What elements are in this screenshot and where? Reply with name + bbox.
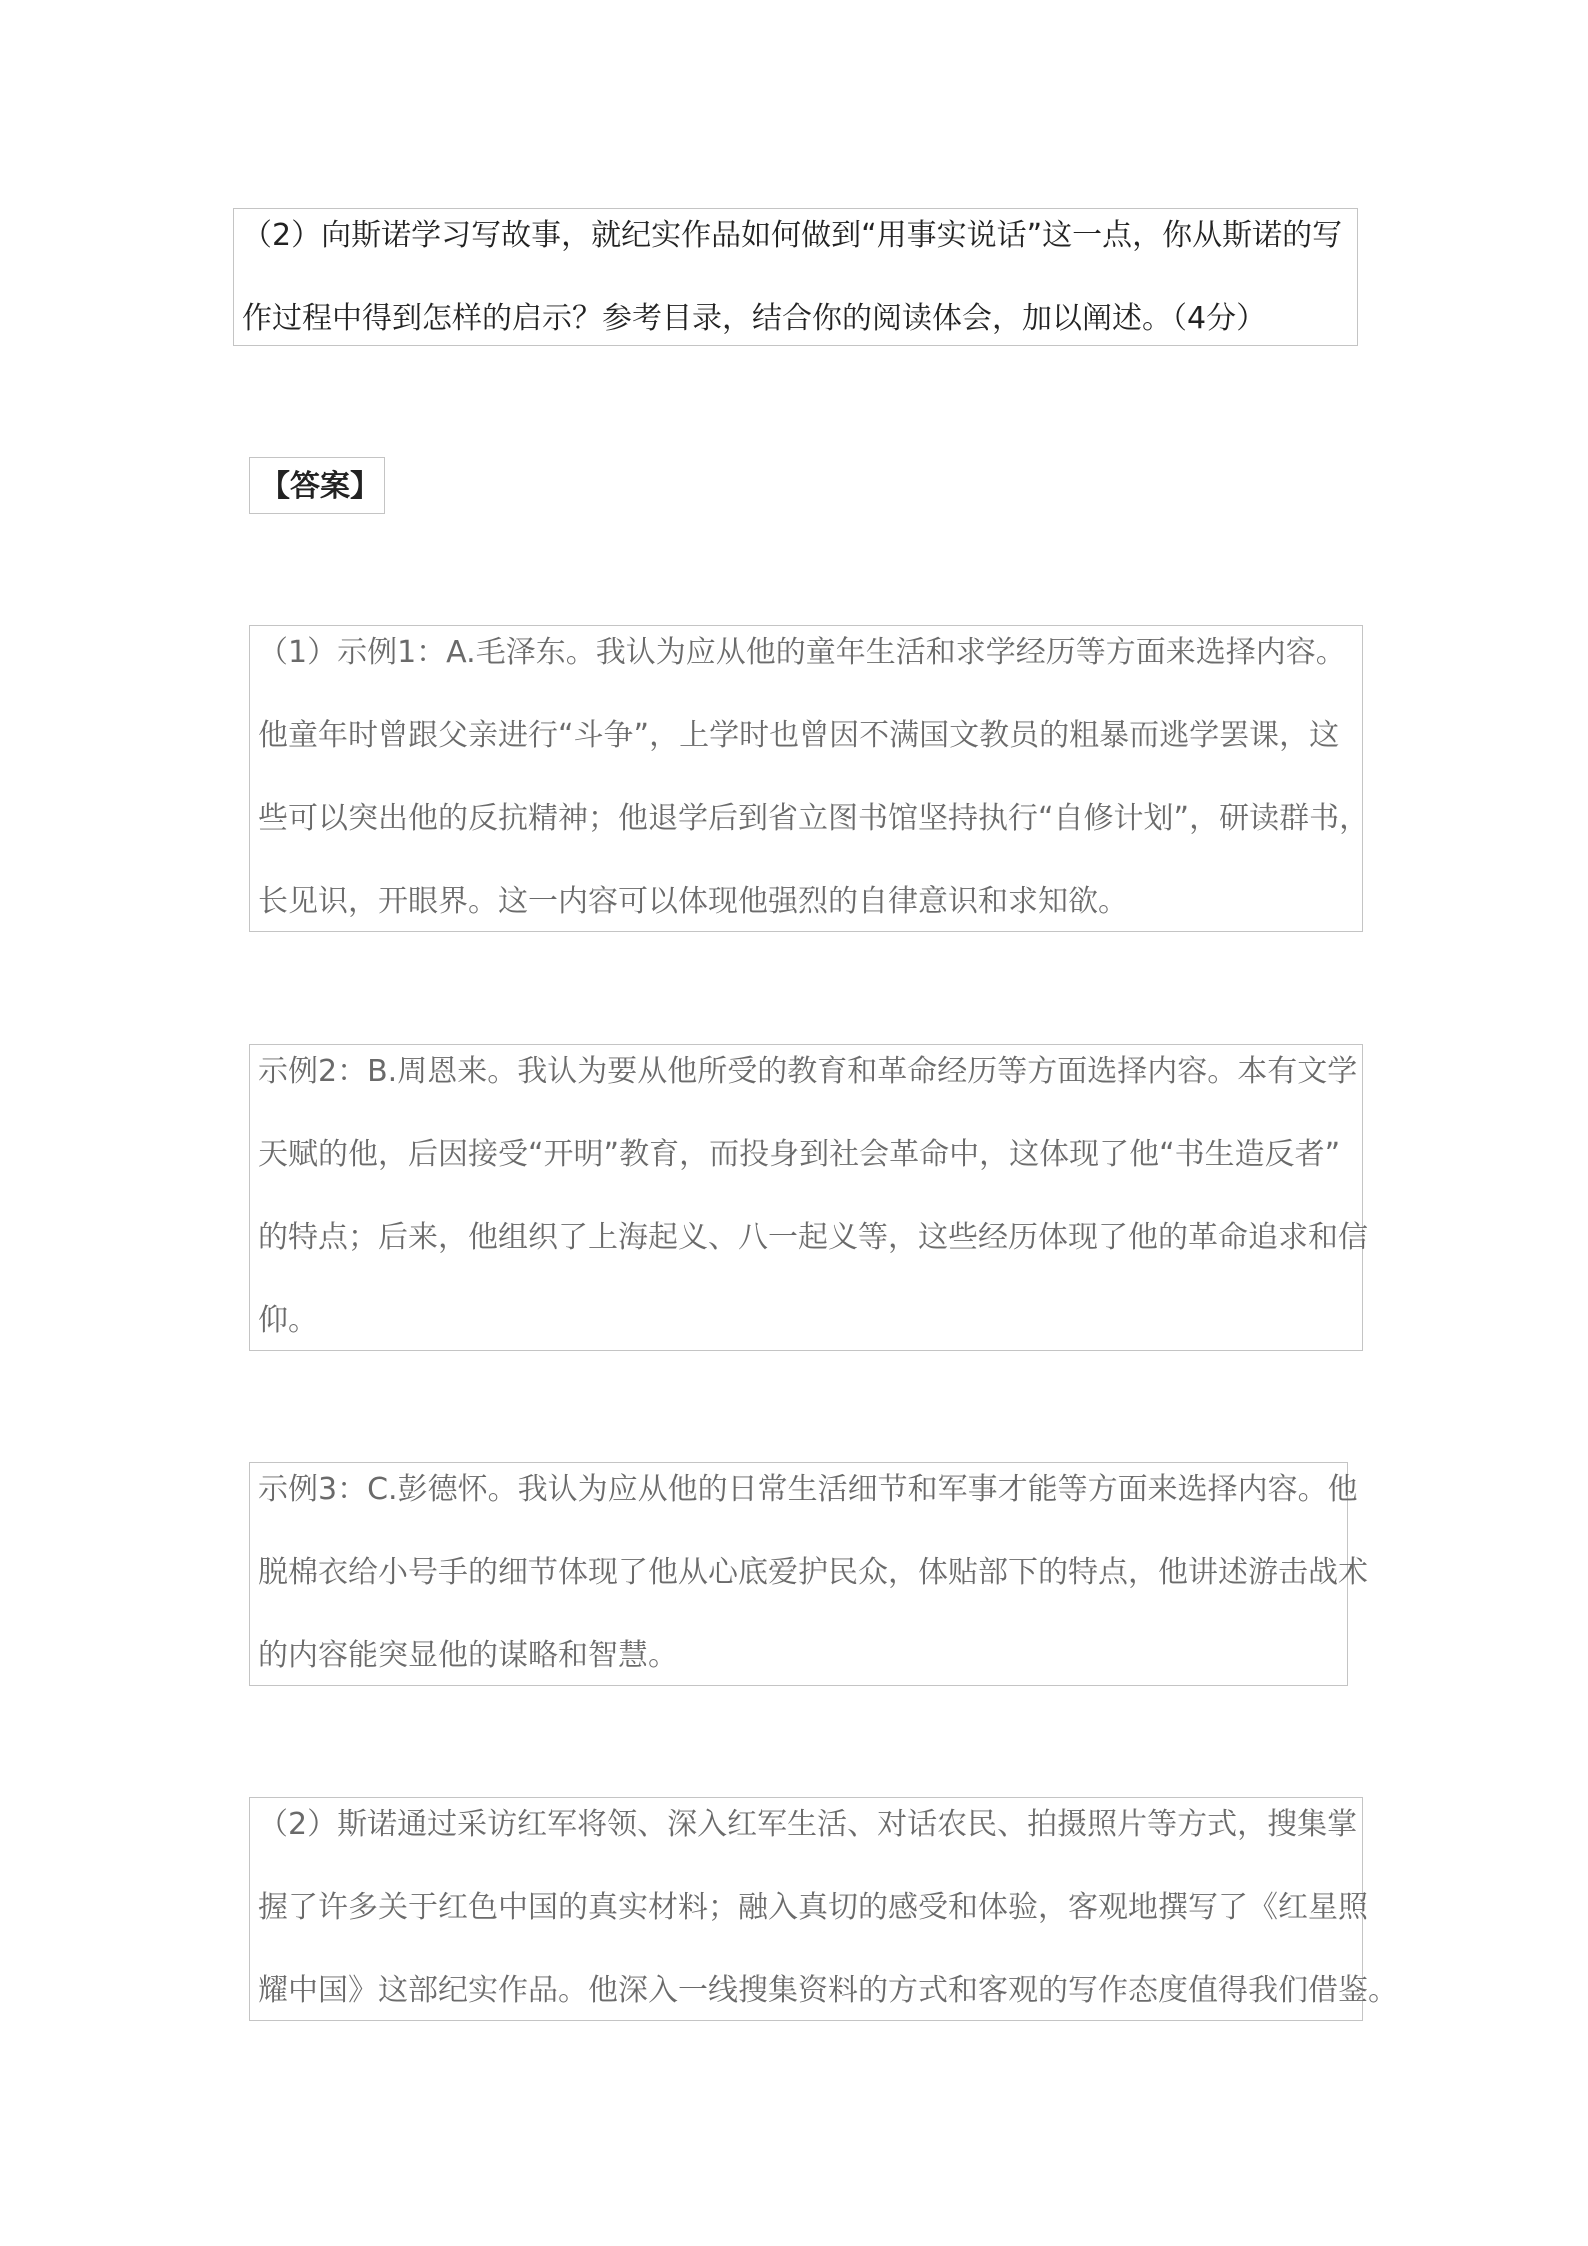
answer-4-line-1: （2）斯诺通过采访红军将领、深入红军生活、对话农民、拍摄照片等方式，搜集掌: [258, 1807, 1358, 1842]
answer-4-line-3: 耀中国》这部纪实作品。他深入一线搜集资料的方式和客观的写作态度值得我们借鉴。: [258, 1973, 1398, 2008]
answer-label: 【答案】: [260, 469, 380, 504]
answer-example-3: [249, 1462, 1368, 1686]
answer-3-line-3: 的内容能突显他的谋略和智慧。: [258, 1638, 678, 1673]
answer-2-line-3: 的特点；后来，他组织了上海起义、八一起义等，这些经历体现了他的革命追求和信: [258, 1220, 1368, 1255]
question-line-1: （2）向斯诺学习写故事，就纪实作品如何做到“用事实说话”这一点，你从斯诺的写: [242, 218, 1343, 253]
answer-2-line-2: 天赋的他，后因接受“开明”教育，而投身到社会革命中，这体现了他“书生造反者”: [258, 1137, 1341, 1172]
question-box: [233, 208, 1358, 346]
answer-example-1: [249, 625, 1370, 932]
answer-example-2: [249, 1044, 1368, 1351]
answer-part-2: [249, 1797, 1398, 2021]
answer-3-line-2: 脱棉衣给小号手的细节体现了他从心底爱护民众，体贴部下的特点，他讲述游击战术: [258, 1555, 1368, 1590]
answer-label-box: [249, 457, 385, 514]
answer-1-line-2: 他童年时曾跟父亲进行“斗争”，上学时也曾因不满国文教员的粗暴而逃学罢课，这: [258, 718, 1340, 753]
answer-1-line-4: 长见识，开眼界。这一内容可以体现他强烈的自律意识和求知欲。: [258, 884, 1128, 919]
question-line-2: 作过程中得到怎样的启示？参考目录，结合你的阅读体会，加以阐述。（4分）: [242, 301, 1267, 336]
answer-3-line-1: 示例3：C.彭德怀。我认为应从他的日常生活细节和军事才能等方面来选择内容。他: [258, 1472, 1358, 1507]
answer-2-line-4: 仰。: [258, 1303, 318, 1338]
answer-2-line-1: 示例2：B.周恩来。我认为要从他所受的教育和革命经历等方面选择内容。本有文学: [258, 1054, 1358, 1089]
answer-1-line-3: 些可以突出他的反抗精神；他退学后到省立图书馆坚持执行“自修计划”，研读群书，: [258, 801, 1370, 836]
answer-4-line-2: 握了许多关于红色中国的真实材料；融入真切的感受和体验，客观地撰写了《红星照: [258, 1890, 1368, 1925]
answer-1-line-1: （1）示例1：A.毛泽东。我认为应从他的童年生活和求学经历等方面来选择内容。: [258, 635, 1346, 670]
